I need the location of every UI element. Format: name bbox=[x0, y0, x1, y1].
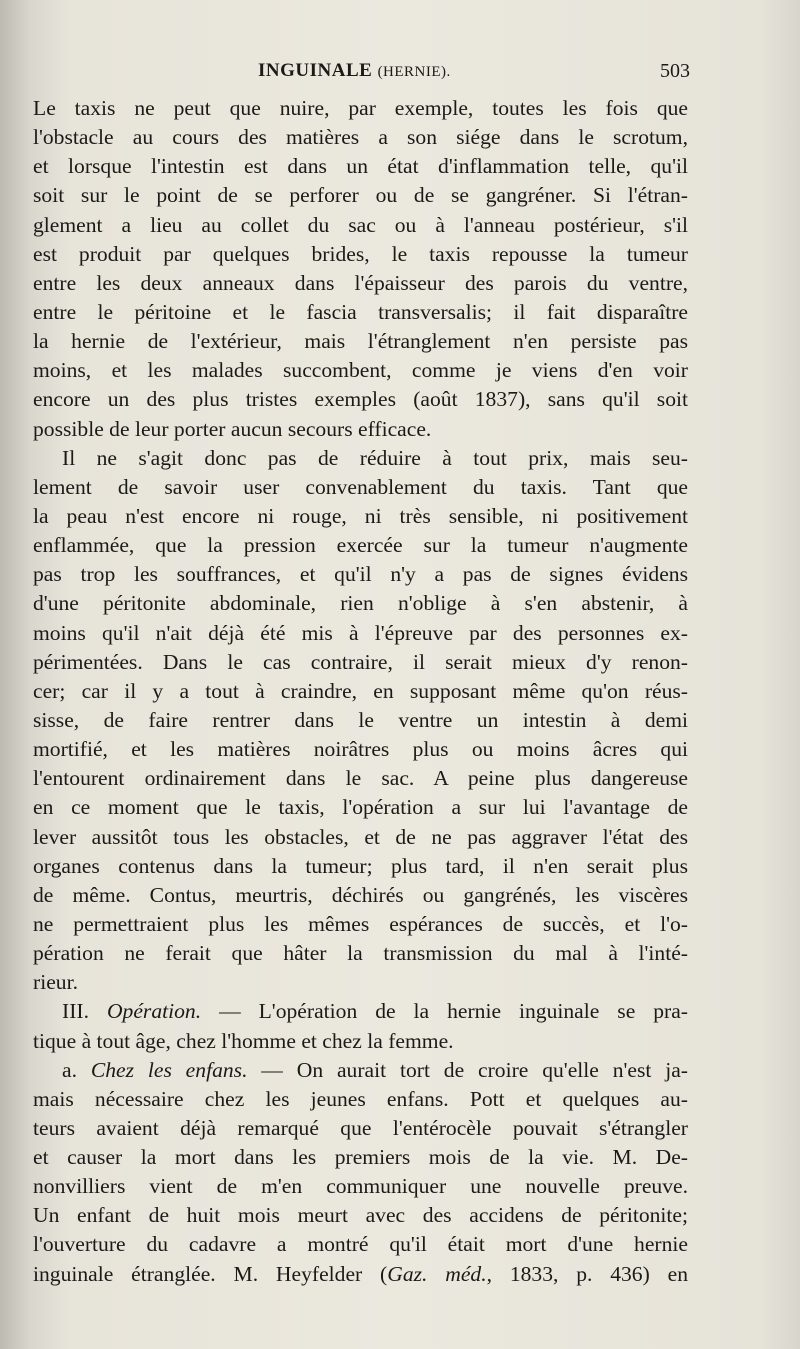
text-line: a. Chez les enfans. — On aurait tort de croire qu'elle n'est ja- bbox=[62, 1057, 688, 1082]
text-line: l'ouverture du cadavre a montré qu'il était mort d'une hernie bbox=[33, 1232, 688, 1257]
paragraph bbox=[33, 444, 688, 998]
text-line: moins, et les malades succombent, comme je viens d'en voir bbox=[33, 358, 688, 383]
text-line: entre les deux anneaux dans l'épaisseur des parois du ventre, bbox=[33, 270, 688, 295]
running-title-main: INGUINALE bbox=[258, 60, 373, 81]
text-line: glement a lieu au collet du sac ou à l'anneau postérieur, s'il bbox=[33, 212, 688, 237]
text-line: ne permettraient plus les mêmes espérances de succès, et l'o- bbox=[33, 911, 688, 936]
text-line: d'une péritonite abdominale, rien n'oblige à s'en abstenir, à bbox=[33, 591, 688, 616]
text-line: possible de leur porter aucun secours efficace. bbox=[33, 416, 432, 441]
page-number: 503 bbox=[660, 60, 690, 82]
text-line: et lorsque l'intestin est dans un état d'inflammation telle, qu'il bbox=[33, 154, 688, 179]
paragraph bbox=[33, 94, 688, 444]
text-line: inguinale étranglée. M. Heyfelder (Gaz. méd., 1833, p. 436) en bbox=[33, 1261, 688, 1286]
text-line: sisse, de faire rentrer dans le ventre un intestin à demi bbox=[33, 707, 688, 732]
text-line: organes contenus dans la tumeur; plus tard, il n'en serait plus bbox=[33, 853, 688, 878]
running-title-paren: (HERNIE). bbox=[377, 64, 451, 80]
text-line: pas trop les souffrances, et qu'il n'y a pas de signes évidens bbox=[33, 562, 688, 587]
text-line: mortifié, et les matières noirâtres plus ou moins âcres qui bbox=[33, 737, 688, 762]
text-line: Il ne s'agit donc pas de réduire à tout prix, mais seu- bbox=[62, 445, 688, 470]
text-line: nonvilliers vient de m'en communiquer une nouvelle preuve. bbox=[33, 1174, 688, 1199]
text-line: Un enfant de huit mois meurt avec des accidens de péritonite; bbox=[33, 1203, 688, 1228]
text-line: lever aussitôt tous les obstacles, et de ne pas aggraver l'état des bbox=[33, 824, 688, 849]
text-line: cer; car il y a tout à craindre, en supposant même qu'on réus- bbox=[33, 678, 688, 703]
text-line: la peau n'est encore ni rouge, ni très sensible, ni positivement bbox=[33, 503, 688, 528]
text-line: moins qu'il n'ait déjà été mis à l'épreuve par des personnes ex- bbox=[33, 620, 688, 645]
text-line: lement de savoir user convenablement du taxis. Tant que bbox=[33, 474, 688, 499]
text-line: est produit par quelques brides, le taxis repousse la tumeur bbox=[33, 241, 688, 266]
text-line: la hernie de l'extérieur, mais l'étranglement n'en persiste pas bbox=[33, 329, 688, 354]
text-line: enflammée, que la pression exercée sur la tumeur n'augmente bbox=[33, 533, 688, 558]
text-line: tique à tout âge, chez l'homme et chez la femme. bbox=[33, 1028, 454, 1053]
running-title bbox=[258, 60, 451, 82]
text-line: rieur. bbox=[33, 970, 78, 995]
paragraph bbox=[33, 1056, 688, 1289]
text-line: soit sur le point de se perforer ou de se gangréner. Si l'étran- bbox=[33, 183, 688, 208]
text-line: entre le péritoine et le fascia transversalis; il fait disparaître bbox=[33, 299, 688, 324]
text-line: et causer la mort dans les premiers mois de la vie. M. De- bbox=[33, 1145, 688, 1170]
text-line: mais nécessaire chez les jeunes enfans. Pott et quelques au- bbox=[33, 1086, 688, 1111]
body-text bbox=[33, 94, 688, 1289]
text-line: teurs avaient déjà remarqué que l'entérocèle pouvait s'étrangler bbox=[33, 1115, 688, 1140]
paragraph bbox=[33, 997, 688, 1055]
text-line: l'obstacle au cours des matières a son siége dans le scrotum, bbox=[33, 125, 688, 150]
running-header bbox=[0, 60, 800, 90]
text-line: pération ne ferait que hâter la transmission du mal à l'inté- bbox=[33, 941, 688, 966]
text-line: Le taxis ne peut que nuire, par exemple, toutes les fois que bbox=[33, 96, 688, 120]
text-line: encore un des plus tristes exemples (août 1837), sans qu'il soit bbox=[33, 387, 688, 412]
text-line: III. Opération. — L'opération de la hernie inguinale se pra- bbox=[62, 999, 688, 1024]
text-line: de même. Contus, meurtris, déchirés ou gangrénés, les viscères bbox=[33, 882, 688, 907]
text-line: périmentées. Dans le cas contraire, il serait mieux d'y renon- bbox=[33, 649, 688, 674]
text-line: l'entourent ordinairement dans le sac. A peine plus dangereuse bbox=[33, 766, 688, 791]
text-line: en ce moment que le taxis, l'opération a sur lui l'avantage de bbox=[33, 795, 688, 820]
